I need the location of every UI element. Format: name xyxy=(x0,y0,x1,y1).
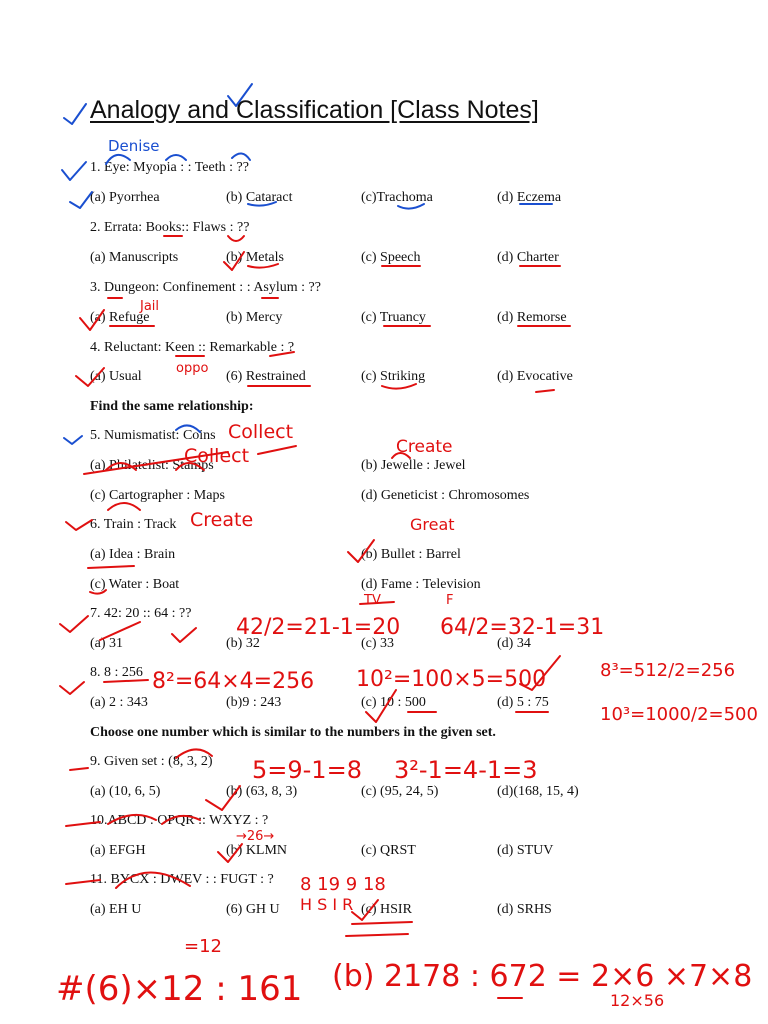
q11-option-a: (a) EH U xyxy=(90,902,142,917)
question-8: 8. 8 : 256 xyxy=(90,665,143,680)
question-3: 3. Dungeon: Confinement : : Asylum : ?? xyxy=(90,280,321,295)
q2-option-a: (a) Manuscripts xyxy=(90,250,179,265)
handwritten-word: Collect xyxy=(184,445,250,467)
question-6: 6. Train : Track xyxy=(90,517,177,532)
handwritten-working: →26→ xyxy=(236,829,275,844)
q1-option-d: (d) Eczema xyxy=(497,190,562,205)
q6-option-b: (b) Bullet : Barrel xyxy=(361,547,461,562)
handwritten-working: 8³=512/2=256 xyxy=(600,660,736,681)
check-mark xyxy=(64,104,86,124)
q8-option-d: (d) 5 : 75 xyxy=(497,695,549,710)
q11-option-b: (6) GH U xyxy=(226,902,280,917)
check-mark xyxy=(66,520,92,530)
q9-option-d: (d)(168, 15, 4) xyxy=(497,784,579,799)
check-mark xyxy=(60,616,88,632)
handwritten-working: =12 xyxy=(184,936,222,957)
q7-option-c: (c) 33 xyxy=(361,636,395,651)
handwritten-working: 10³=1000/2=500 xyxy=(600,704,758,725)
q10-option-c: (c) QRST xyxy=(361,843,416,858)
underline-stroke xyxy=(70,768,88,770)
q1-option-a: (a) Pyorrhea xyxy=(90,190,160,205)
handwritten-working: #(6)×12 : 161 xyxy=(56,969,303,1009)
q3-option-c: (c) Truancy xyxy=(361,310,426,325)
q1-option-c: (c)Trachoma xyxy=(361,190,433,205)
q7-option-a: (a) 31 xyxy=(90,636,124,651)
q4-option-a: (a) Usual xyxy=(90,369,142,384)
handwritten-working: 8²=64×4=256 xyxy=(152,669,315,694)
q4-option-c: (c) Striking xyxy=(361,369,426,384)
handwritten-word: Denise xyxy=(108,137,160,155)
question-7: 7. 42: 20 :: 64 : ?? xyxy=(90,606,192,621)
question-10: 10.ABCD : OPQR :: WXYZ : ? xyxy=(90,813,269,828)
underline-stroke xyxy=(360,602,394,604)
underline-stroke xyxy=(352,922,412,924)
q7-option-d: (d) 34 xyxy=(497,636,531,651)
check-mark xyxy=(70,192,92,208)
handwritten-working: 12×56 xyxy=(610,991,665,1010)
question-5: 5. Numismatist: Coins xyxy=(90,428,216,443)
check-mark xyxy=(520,656,560,690)
handwritten-word: Jail xyxy=(140,299,160,314)
q8-option-b: (b)9 : 243 xyxy=(226,695,282,710)
q6-option-d: (d) Fame : Television xyxy=(361,577,481,592)
handwritten-working: H S I R xyxy=(300,895,354,914)
page-title: Analogy and Classification [Class Notes] xyxy=(90,96,539,124)
q9-option-a: (a) (10, 6, 5) xyxy=(90,784,161,799)
handwritten-working: 8 19 9 18 xyxy=(300,874,386,895)
q8-option-c: (c) 10 : 500 xyxy=(361,695,426,710)
handwritten-working: 42/2=21-1=20 xyxy=(236,615,401,640)
q3-option-a: (a) Refuge xyxy=(90,310,150,325)
question-1: 1. Eye: Myopia : : Teeth : ?? xyxy=(90,160,249,175)
underline-stroke xyxy=(536,390,554,392)
q4-option-b: (6) Restrained xyxy=(226,369,306,384)
handwritten-word: Great xyxy=(410,515,455,534)
check-mark xyxy=(60,682,84,694)
q11-option-d: (d) SRHS xyxy=(497,902,552,917)
q5-option-b: (b) Jewelle : Jewel xyxy=(361,458,466,473)
q5-option-c: (c) Cartographer : Maps xyxy=(90,488,225,503)
q7-option-b: (b) 32 xyxy=(226,636,260,651)
q9-option-c: (c) (95, 24, 5) xyxy=(361,784,439,799)
q10-option-b: (b) KLMN xyxy=(226,843,288,858)
q1-option-b: (b) Cataract xyxy=(226,190,293,205)
question-4: 4. Reluctant: Keen :: Remarkable : ? xyxy=(90,340,295,355)
section-heading-number-set: Choose one number which is similar to the numbers in the given set. xyxy=(90,725,496,740)
arc-stroke xyxy=(108,503,140,510)
q4-option-d: (d) Evocative xyxy=(497,369,573,384)
question-11: 11. BYCX : DWEV : : FUGT : ? xyxy=(90,872,274,887)
q9-option-b: (b) (63, 8, 3) xyxy=(226,784,298,799)
check-mark xyxy=(62,162,86,180)
question-9: 9. Given set : (8, 3, 2) xyxy=(90,754,213,769)
section-heading-relationship: Find the same relationship: xyxy=(90,399,254,414)
q3-option-b: (b) Mercy xyxy=(226,310,283,325)
handwritten-working: 64/2=32-1=31 xyxy=(440,615,605,640)
handwritten-word: Create xyxy=(190,509,254,531)
handwritten-working: 5=9-1=8 xyxy=(252,756,362,784)
check-mark xyxy=(64,436,82,444)
q2-option-b: (b) Metals xyxy=(226,250,284,265)
arrow-stroke xyxy=(258,446,296,454)
underline-stroke xyxy=(346,934,408,936)
handwritten-word: oppo xyxy=(176,361,209,376)
q11-option-c: (c) HSIR xyxy=(361,902,412,917)
handwritten-working: (b) 2178 : 672 = 2×6 ×7×8 xyxy=(332,959,753,994)
q5-option-a: (a) Philatelist: Stamps xyxy=(90,458,214,473)
q2-option-c: (c) Speech xyxy=(361,250,421,265)
q10-option-a: (a) EFGH xyxy=(90,843,146,858)
q6-option-a: (a) Idea : Brain xyxy=(90,547,176,562)
underline-stroke xyxy=(88,566,134,568)
check-mark xyxy=(172,628,196,642)
handwritten-working: 3²-1=4-1=3 xyxy=(394,756,538,784)
question-2: 2. Errata: Books:: Flaws : ?? xyxy=(90,220,250,235)
q2-option-d: (d) Charter xyxy=(497,250,559,265)
handwritten-word: Collect xyxy=(228,421,294,443)
q6-option-c: (c) Water : Boat xyxy=(90,577,180,592)
q8-option-a: (a) 2 : 343 xyxy=(90,695,148,710)
q5-option-d: (d) Geneticist : Chromosomes xyxy=(361,488,530,503)
q3-option-d: (d) Remorse xyxy=(497,310,567,325)
handwritten-working: 10²=100×5=500 xyxy=(356,667,547,692)
handwritten-word: F xyxy=(446,593,454,608)
handwritten-word: TV xyxy=(364,593,381,608)
q10-option-d: (d) STUV xyxy=(497,843,554,858)
handwritten-word: Create xyxy=(396,437,453,457)
check-mark xyxy=(228,236,244,241)
